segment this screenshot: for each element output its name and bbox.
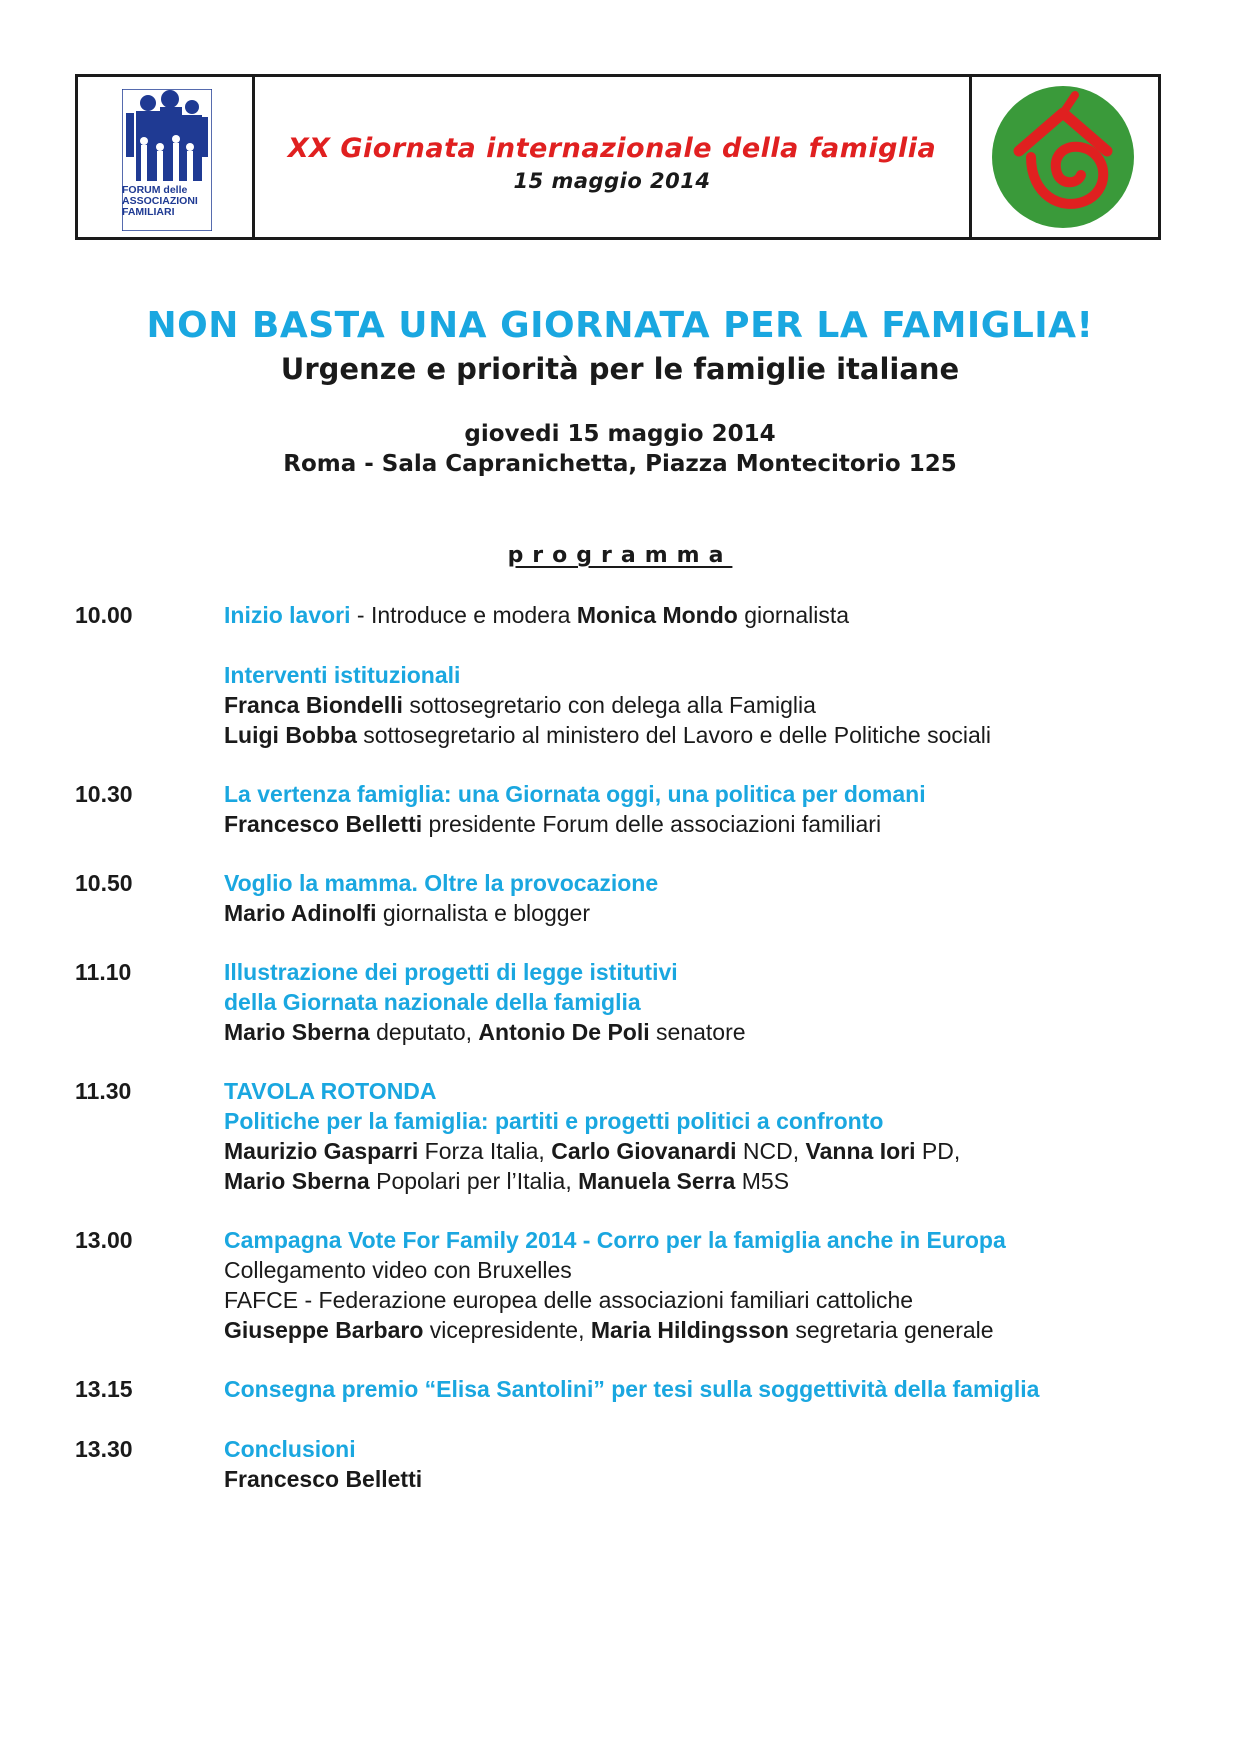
programma-heading: programma	[507, 543, 733, 568]
session-title: Inizio lavori	[224, 602, 351, 628]
header-right-cell	[972, 77, 1158, 237]
speaker-name: Antonio De Poli	[478, 1019, 650, 1045]
speaker-name: Francesco Belletti	[224, 1466, 423, 1492]
header-center-cell	[255, 77, 972, 237]
program-time: 13.15	[75, 1376, 133, 1402]
program-content	[224, 1076, 960, 1196]
session-title: Illustrazione dei progetti di legge istitutivi	[224, 959, 678, 985]
program-time: 11.10	[75, 959, 132, 985]
header-box	[75, 74, 1161, 240]
session-title: TAVOLA ROTONDA	[224, 1078, 437, 1104]
forum-logo-text	[122, 185, 212, 218]
program-line	[224, 600, 991, 630]
program-line	[224, 720, 991, 750]
speaker-name: Vanna Iori	[805, 1138, 916, 1164]
program-line	[224, 1166, 960, 1196]
event-date: giovedi 15 maggio 2014	[464, 421, 776, 447]
program-line: FAFCE - Federazione europea delle associazioni familiari cattoliche	[224, 1287, 914, 1313]
page-subtitle: Urgenze e priorità per le famiglie italiane	[280, 352, 960, 386]
program-content	[224, 600, 991, 750]
speaker-role: senatore	[649, 1019, 746, 1045]
family-day-logo-icon	[991, 85, 1135, 229]
speaker-role: M5S	[735, 1168, 790, 1194]
speaker-role: Forza Italia,	[418, 1138, 552, 1164]
speaker-role: vicepresidente,	[423, 1317, 591, 1343]
speaker-name: Carlo Giovanardi	[551, 1138, 737, 1164]
speaker-role: sottosegretario al ministero del Lavoro e delle Politiche sociali	[356, 722, 991, 748]
speaker-name: Giuseppe Barbaro	[224, 1317, 424, 1343]
speaker-name: Maria Hildingsson	[590, 1317, 789, 1343]
speaker-role: NCD,	[736, 1138, 806, 1164]
program-content	[224, 1374, 1039, 1404]
program-time: 11.30	[75, 1078, 132, 1104]
speaker-role: presidente Forum delle associazioni familiari	[422, 811, 882, 837]
speaker-name: Mario Adinolfi	[224, 900, 377, 926]
program-line	[224, 898, 658, 928]
session-title: Consegna premio “Elisa Santolini” per tesi sulla soggettività della famiglia	[224, 1376, 1040, 1402]
program-line	[224, 1017, 746, 1047]
program-time: 10.50	[75, 870, 133, 896]
program-time: 13.30	[75, 1436, 133, 1462]
speaker-name: Mario Sberna	[224, 1168, 370, 1194]
speaker-name: Franca Biondelli	[224, 692, 403, 718]
program-content	[224, 1225, 1006, 1345]
page-title: NON BASTA UNA GIORNATA PER LA FAMIGLIA!	[146, 305, 1094, 346]
session-title: Conclusioni	[224, 1436, 356, 1462]
speaker-role: sottosegretario con delega alla Famiglia	[402, 692, 816, 718]
speaker-role: Popolari per l’Italia,	[369, 1168, 579, 1194]
speaker-role: giornalista	[737, 602, 850, 628]
speaker-name: Francesco Belletti	[224, 811, 423, 837]
session-title: Voglio la mamma. Oltre la provocazione	[224, 870, 659, 896]
header-left-cell	[78, 77, 255, 237]
event-place: Roma - Sala Capranichetta, Piazza Montecitorio 125	[283, 451, 957, 477]
header-date: 15 maggio 2014	[513, 169, 711, 193]
speaker-role: deputato,	[369, 1019, 479, 1045]
speaker-name: Manuela Serra	[578, 1168, 736, 1194]
speaker-name: Monica Mondo	[576, 602, 738, 628]
speaker-name: Luigi Bobba	[224, 722, 357, 748]
program-time: 10.30	[75, 781, 133, 807]
program-line	[224, 809, 926, 839]
session-title: La vertenza famiglia: una Giornata oggi, una politica per domani	[224, 781, 926, 807]
program-content	[224, 1434, 422, 1494]
speaker-role: segretaria generale	[788, 1317, 994, 1343]
speaker-role: giornalista e blogger	[376, 900, 590, 926]
session-title: Interventi istituzionali	[224, 662, 461, 688]
program-content	[224, 868, 658, 928]
text: - Introduce e modera	[350, 602, 577, 628]
speaker-name: Maurizio Gasparri	[224, 1138, 419, 1164]
program-line	[224, 1315, 1006, 1345]
program-content	[224, 779, 926, 839]
program-time: 10.00	[75, 602, 133, 628]
speaker-name: Mario Sberna	[224, 1019, 370, 1045]
program-line	[224, 1136, 960, 1166]
header-title: XX Giornata internazionale della famiglia	[287, 133, 937, 164]
program-content	[224, 957, 746, 1047]
speaker-role: PD,	[915, 1138, 961, 1164]
forum-logo-line-1: FORUM delle	[122, 184, 188, 196]
session-subtitle: Politiche per la famiglia: partiti e progetti politici a confronto	[224, 1108, 884, 1134]
program-time: 13.00	[75, 1227, 133, 1253]
session-title: Campagna Vote For Family 2014 - Corro per la famiglia anche in Europa	[224, 1227, 1006, 1253]
session-title-continued: della Giornata nazionale della famiglia	[224, 989, 641, 1015]
forum-logo-line-3: FAMILIARI	[122, 206, 175, 218]
program-line: Collegamento video con Bruxelles	[224, 1257, 572, 1283]
program-line	[224, 690, 991, 720]
forum-logo-line-2: ASSOCIAZIONI	[122, 195, 198, 207]
